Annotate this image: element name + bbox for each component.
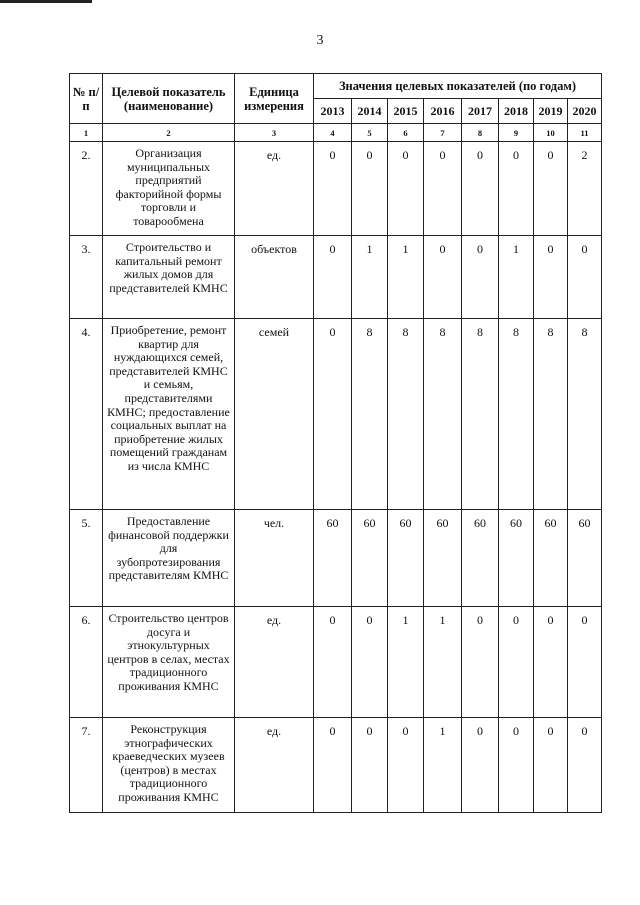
- table-row: [70, 510, 602, 607]
- column-number: 7: [424, 124, 462, 142]
- value-cell: 1: [352, 236, 388, 319]
- column-number: 4: [314, 124, 352, 142]
- indicator-name: Приобретение, ремонт квартир для нуждающихся семей, представителей КМНС и семьям, представителями КМНС; предоставление социальных выплат на приобретение жилых помещений гражданам из числа КМНС: [103, 319, 235, 510]
- indicator-name: Организация муниципальных предприятий факторийной формы торговли и товарообмена: [103, 142, 235, 236]
- value-cell: 0: [462, 718, 499, 813]
- header-num: № п/п: [70, 74, 103, 124]
- header-unit: Единица измерения: [235, 74, 314, 124]
- year-header: 2018: [499, 99, 534, 124]
- top-rule: [0, 0, 92, 3]
- unit-cell: ед.: [235, 607, 314, 718]
- column-numbers-row: [70, 124, 602, 142]
- value-cell: 0: [314, 319, 352, 510]
- value-cell: 0: [568, 236, 602, 319]
- table-row: [70, 319, 602, 510]
- value-cell: 0: [534, 236, 568, 319]
- value-cell: 60: [462, 510, 499, 607]
- column-number: 2: [103, 124, 235, 142]
- value-cell: 0: [499, 142, 534, 236]
- row-number: 3.: [70, 236, 103, 319]
- value-cell: 0: [462, 142, 499, 236]
- indicator-name: Строительство центров досуга и этнокультурных центров в селах, местах традиционного проживания КМНС: [103, 607, 235, 718]
- value-cell: 8: [534, 319, 568, 510]
- indicator-name: Предоставление финансовой поддержки для зубопротезирования представителям КМНС: [103, 510, 235, 607]
- value-cell: 0: [314, 142, 352, 236]
- value-cell: 8: [424, 319, 462, 510]
- row-number: 7.: [70, 718, 103, 813]
- year-header: 2013: [314, 99, 352, 124]
- value-cell: 1: [388, 236, 424, 319]
- value-cell: 0: [314, 236, 352, 319]
- column-number: 5: [352, 124, 388, 142]
- value-cell: 60: [534, 510, 568, 607]
- table-row: [70, 607, 602, 718]
- value-cell: 8: [568, 319, 602, 510]
- year-header: 2019: [534, 99, 568, 124]
- column-number: 10: [534, 124, 568, 142]
- value-cell: 60: [424, 510, 462, 607]
- table-row: [70, 142, 602, 236]
- value-cell: 0: [352, 142, 388, 236]
- value-cell: 0: [352, 718, 388, 813]
- unit-cell: семей: [235, 319, 314, 510]
- column-number: 3: [235, 124, 314, 142]
- value-cell: 0: [534, 607, 568, 718]
- indicator-name: Реконструкция этнографических краеведческих музеев (центров) в местах традиционного проживания КМНС: [103, 718, 235, 813]
- year-header: 2020: [568, 99, 602, 124]
- year-header: 2014: [352, 99, 388, 124]
- page-number: 3: [316, 33, 324, 48]
- value-cell: 0: [499, 718, 534, 813]
- table-row: [70, 236, 602, 319]
- value-cell: 60: [314, 510, 352, 607]
- value-cell: 8: [352, 319, 388, 510]
- unit-cell: ед.: [235, 718, 314, 813]
- row-number: 2.: [70, 142, 103, 236]
- column-number: 1: [70, 124, 103, 142]
- value-cell: 0: [314, 607, 352, 718]
- table-row: [70, 718, 602, 813]
- value-cell: 8: [388, 319, 424, 510]
- value-cell: 1: [499, 236, 534, 319]
- value-cell: 2: [568, 142, 602, 236]
- value-cell: 0: [499, 607, 534, 718]
- year-header: 2016: [424, 99, 462, 124]
- value-cell: 0: [534, 718, 568, 813]
- value-cell: 60: [352, 510, 388, 607]
- row-number: 4.: [70, 319, 103, 510]
- column-number: 6: [388, 124, 424, 142]
- row-number: 5.: [70, 510, 103, 607]
- value-cell: 8: [462, 319, 499, 510]
- value-cell: 0: [352, 607, 388, 718]
- value-cell: 0: [568, 607, 602, 718]
- value-cell: 60: [568, 510, 602, 607]
- column-number: 11: [568, 124, 602, 142]
- year-header: 2017: [462, 99, 499, 124]
- value-cell: 0: [388, 142, 424, 236]
- unit-cell: ед.: [235, 142, 314, 236]
- unit-cell: чел.: [235, 510, 314, 607]
- year-header: 2015: [388, 99, 424, 124]
- value-cell: 0: [424, 236, 462, 319]
- unit-cell: объектов: [235, 236, 314, 319]
- value-cell: 1: [424, 607, 462, 718]
- value-cell: 0: [568, 718, 602, 813]
- value-cell: 1: [388, 607, 424, 718]
- value-cell: 8: [499, 319, 534, 510]
- row-number: 6.: [70, 607, 103, 718]
- value-cell: 60: [388, 510, 424, 607]
- header-row: [70, 74, 602, 99]
- indicator-name: Строительство и капитальный ремонт жилых домов для представителей КМНС: [103, 236, 235, 319]
- column-number: 9: [499, 124, 534, 142]
- value-cell: 0: [388, 718, 424, 813]
- value-cell: 1: [424, 718, 462, 813]
- value-cell: 0: [424, 142, 462, 236]
- targets-table: [69, 73, 602, 813]
- header-values: Значения целевых показателей (по годам): [314, 74, 602, 99]
- value-cell: 0: [462, 607, 499, 718]
- value-cell: 0: [314, 718, 352, 813]
- header-indicator: Целевой показатель (наименование): [103, 74, 235, 124]
- value-cell: 0: [534, 142, 568, 236]
- column-number: 8: [462, 124, 499, 142]
- value-cell: 60: [499, 510, 534, 607]
- value-cell: 0: [462, 236, 499, 319]
